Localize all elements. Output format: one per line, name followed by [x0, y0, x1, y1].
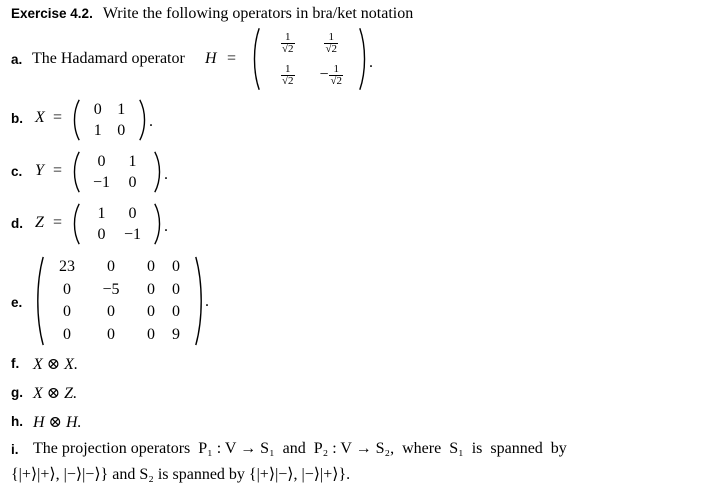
matrix-cell: 0	[128, 204, 137, 222]
matrix-cell: 0	[63, 280, 71, 298]
item-h-label: h.	[11, 414, 23, 429]
matrix-cell: 0	[63, 303, 71, 321]
matrix-cell: 0	[93, 100, 102, 118]
matrix-cell: $\frac{1}{√2}$	[281, 30, 294, 55]
exercise-header	[11, 5, 413, 23]
item-i-line2: {|+⟩|+⟩, |−⟩|−⟩} and S₂ is spanned by {|+⟩|−⟩, |−⟩|+⟩}.	[11, 466, 351, 483]
matrix-cell: 0	[172, 258, 180, 276]
item-a-text: The Hadamard operator	[32, 50, 185, 67]
matrix-cell: 9	[172, 325, 180, 343]
item-a-equals: =	[227, 50, 237, 67]
item-f-expr: X ⊗ X.	[33, 356, 78, 373]
matrix-cell: 0	[172, 303, 180, 321]
item-b-symbol: X	[35, 109, 45, 126]
item-b-period: .	[149, 113, 153, 130]
matrix-cell: −1	[92, 173, 111, 191]
right-paren	[358, 27, 367, 91]
matrix-cell: − $\frac{1}{√2}$	[319, 62, 343, 87]
y-matrix	[72, 151, 162, 193]
item-d-symbol: Z	[35, 214, 44, 231]
item-c-symbol: Y	[35, 162, 44, 179]
matrix-cell: 0	[107, 325, 115, 343]
item-c-period: .	[164, 166, 168, 183]
exercise-prompt: Write the following operators in bra/ket notation	[102, 5, 414, 22]
matrix-cell: $\frac{1}{√2}$	[325, 30, 338, 55]
item-g-label: g.	[11, 385, 23, 400]
item-b-label: b.	[11, 111, 23, 126]
item-i-line1: The projection operators P₁ : V → S₁ and P₂ : V → S₂, where S₁ is spanned by	[33, 440, 567, 457]
matrix-cell: 0	[63, 325, 71, 343]
matrix-cell: 0	[147, 280, 155, 298]
left-paren	[252, 27, 261, 91]
item-a-period: .	[369, 54, 373, 71]
matrix-cell: 0	[147, 303, 155, 321]
item-d-equals: =	[53, 214, 63, 231]
item-d-label: d.	[11, 216, 23, 231]
item-a-label: a.	[11, 52, 23, 67]
matrix-cell: 0	[128, 173, 137, 191]
item-g-expr: X ⊗ Z.	[33, 385, 78, 402]
exercise-label: Exercise 4.2.	[11, 6, 93, 21]
matrix-cell: 0	[107, 303, 115, 321]
matrix-cell: 1	[97, 204, 106, 222]
matrix-cell: 23	[59, 258, 75, 276]
diagonal-matrix	[36, 256, 203, 346]
z-matrix	[72, 203, 162, 245]
matrix-cell: 0	[147, 325, 155, 343]
item-c-label: c.	[11, 164, 23, 179]
item-e-period: .	[205, 293, 209, 310]
item-e-label: e.	[11, 295, 23, 310]
matrix-cell: −1	[123, 225, 142, 243]
item-f-label: f.	[11, 356, 20, 371]
matrix-cell: 0	[172, 280, 180, 298]
matrix-cell: 0	[107, 258, 115, 276]
item-c-equals: =	[53, 162, 63, 179]
matrix-cell: 0	[117, 121, 126, 139]
matrix-cell: 1	[128, 152, 137, 170]
item-b-equals: =	[53, 109, 63, 126]
item-i-label: i.	[11, 442, 19, 457]
x-matrix	[72, 99, 147, 141]
matrix-cell: 1	[117, 100, 126, 118]
matrix-cell: $\frac{1}{√2}$	[281, 62, 294, 87]
item-h-expr: H ⊗ H.	[33, 414, 82, 431]
matrix-cell: 0	[97, 152, 106, 170]
matrix-cell: 0	[147, 258, 155, 276]
item-d-period: .	[164, 218, 168, 235]
matrix-cell: 0	[97, 225, 106, 243]
matrix-cell: −5	[102, 280, 120, 298]
item-a-symbol: H	[205, 50, 217, 67]
matrix-cell: 1	[93, 121, 102, 139]
hadamard-matrix	[252, 27, 367, 91]
